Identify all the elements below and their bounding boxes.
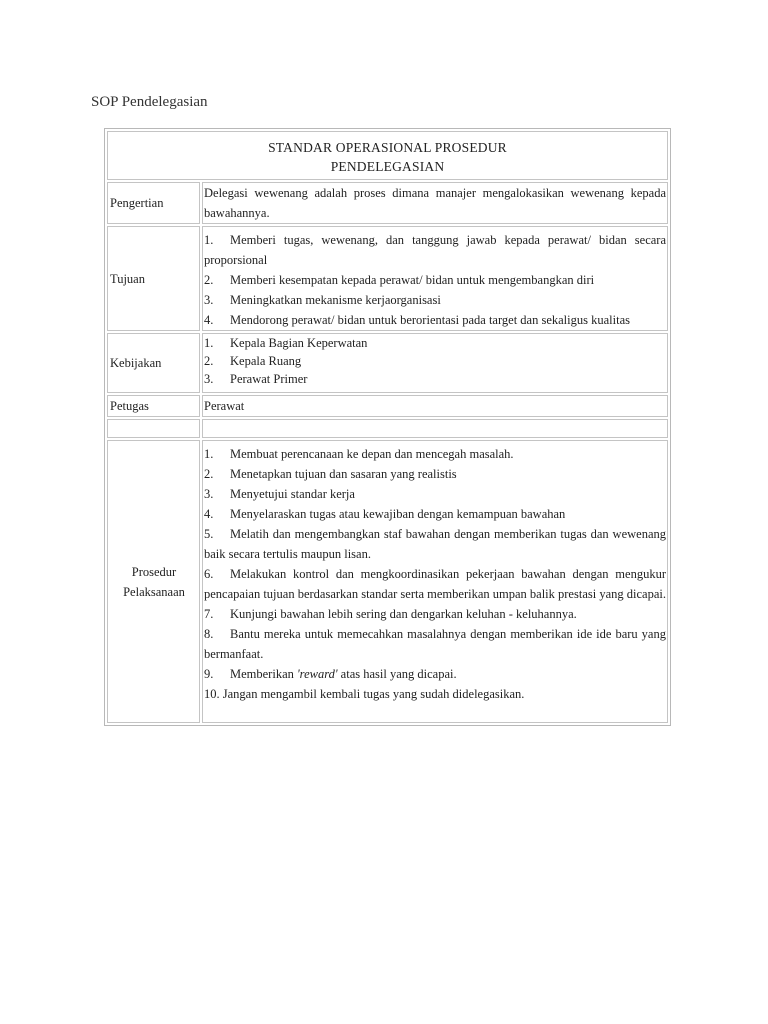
list-item bbox=[204, 664, 666, 684]
item-number: 3. bbox=[204, 293, 214, 307]
list-item bbox=[204, 270, 666, 290]
item-number: 3. bbox=[204, 372, 214, 386]
pengertian-label: Pengertian bbox=[107, 182, 200, 224]
kebijakan-label: Kebijakan bbox=[107, 333, 200, 393]
item-text: Kepala Ruang bbox=[230, 354, 302, 368]
prosedur-list bbox=[202, 440, 668, 723]
list-item bbox=[204, 564, 666, 604]
item-number: 9. bbox=[204, 667, 214, 681]
blank-cell bbox=[202, 419, 668, 438]
list-item bbox=[204, 310, 666, 330]
item-text: Meningkatkan mekanisme kerjaorganisasi bbox=[230, 293, 441, 307]
item-text: Membuat perencanaan ke depan dan mencegah masalah. bbox=[230, 447, 514, 461]
list-item bbox=[204, 624, 666, 664]
item-text: Menetapkan tujuan dan sasaran yang realistis bbox=[230, 467, 457, 481]
page-title: SOP Pendelegasian bbox=[91, 94, 208, 110]
item-number: 1. bbox=[204, 336, 214, 350]
item-number: 2. bbox=[204, 354, 214, 368]
list-item bbox=[204, 684, 666, 704]
item-text: Memberikan bbox=[230, 667, 294, 681]
tujuan-row bbox=[107, 226, 668, 331]
list-item bbox=[204, 444, 666, 464]
item-number: 4. bbox=[204, 507, 214, 521]
prosedur-label-line1: Prosedur bbox=[131, 564, 177, 579]
list-item bbox=[204, 504, 666, 524]
kebijakan-row bbox=[107, 333, 668, 393]
header-line1: STANDAR OPERASIONAL PROSEDUR bbox=[268, 140, 507, 155]
item-number: 7. bbox=[204, 607, 214, 621]
kebijakan-list bbox=[202, 333, 668, 393]
petugas-value: Perawat bbox=[202, 395, 668, 417]
item-text: atas hasil yang dicapai. bbox=[340, 667, 457, 681]
list-item bbox=[204, 290, 666, 310]
blank-cell bbox=[107, 419, 200, 438]
list-item bbox=[204, 370, 666, 388]
list-item bbox=[204, 334, 666, 352]
item-text: Menyelaraskan tugas atau kewajiban dengan kemampuan bawahan bbox=[230, 507, 566, 521]
item-text: Bantu mereka untuk memecahkan masalahnya dengan memberikan ide ide baru yang bermanfaat. bbox=[204, 627, 666, 661]
item-text: Menyetujui standar kerja bbox=[230, 487, 355, 501]
item-text: Melakukan kontrol dan mengkoordinasikan pekerjaan bawahan dengan mengukur pencapaian tujuan berdasarkan standar serta memberikan umpan balik prestasi yang dicapai. bbox=[204, 567, 666, 601]
item-text: Memberi kesempatan kepada perawat/ bidan untuk mengembangkan diri bbox=[230, 273, 595, 287]
item-text: Memberi tugas, wewenang, dan tanggung jawab kepada perawat/ bidan secara proporsional bbox=[204, 233, 666, 267]
item-number: 1. bbox=[204, 447, 214, 461]
item-text: Perawat Primer bbox=[230, 372, 308, 386]
item-number: 1. bbox=[204, 233, 214, 247]
item-text: Mendorong perawat/ bidan untuk berorientasi pada target dan sekaligus kualitas bbox=[230, 313, 630, 327]
list-item bbox=[204, 464, 666, 484]
pengertian-text: Delegasi wewenang adalah proses dimana manajer mengalokasikan wewenang kepada bawahannya. bbox=[202, 182, 668, 224]
list-item bbox=[204, 524, 666, 564]
sop-table bbox=[104, 128, 671, 726]
prosedur-label-line2: Pelaksanaan bbox=[123, 584, 185, 599]
list-item bbox=[204, 484, 666, 504]
item-number: 8. bbox=[204, 627, 214, 641]
item-text: Kunjungi bawahan lebih sering dan dengarkan keluhan - keluhannya. bbox=[230, 607, 577, 621]
item-text: Kepala Bagian Keperwatan bbox=[230, 336, 368, 350]
pengertian-row bbox=[107, 182, 668, 224]
item-text: Jangan mengambil kembali tugas yang sudah didelegasikan. bbox=[222, 687, 525, 701]
item-number: 3. bbox=[204, 487, 214, 501]
table-header bbox=[107, 131, 668, 180]
item-number: 2. bbox=[204, 273, 214, 287]
item-number: 5. bbox=[204, 527, 214, 541]
list-item bbox=[204, 230, 666, 270]
petugas-label: Petugas bbox=[107, 395, 200, 417]
header-line2: PENDELEGASIAN bbox=[330, 159, 445, 174]
petugas-row bbox=[107, 395, 668, 417]
item-number: 2. bbox=[204, 467, 214, 481]
prosedur-label bbox=[107, 440, 200, 723]
tujuan-list bbox=[202, 226, 668, 331]
list-item bbox=[204, 604, 666, 624]
item-text: Melatih dan mengembangkan staf bawahan dengan memberikan tugas dan wewenang baik secara tertulis maupun lisan. bbox=[204, 527, 666, 561]
item-number: 6. bbox=[204, 567, 214, 581]
blank-row bbox=[107, 419, 668, 438]
item-text-emphasis: 'reward' bbox=[297, 667, 338, 681]
list-item bbox=[204, 352, 666, 370]
item-number: 4. bbox=[204, 313, 214, 327]
tujuan-label: Tujuan bbox=[107, 226, 200, 331]
prosedur-row bbox=[107, 440, 668, 723]
header-row bbox=[107, 131, 668, 180]
item-number: 10. bbox=[204, 687, 220, 701]
